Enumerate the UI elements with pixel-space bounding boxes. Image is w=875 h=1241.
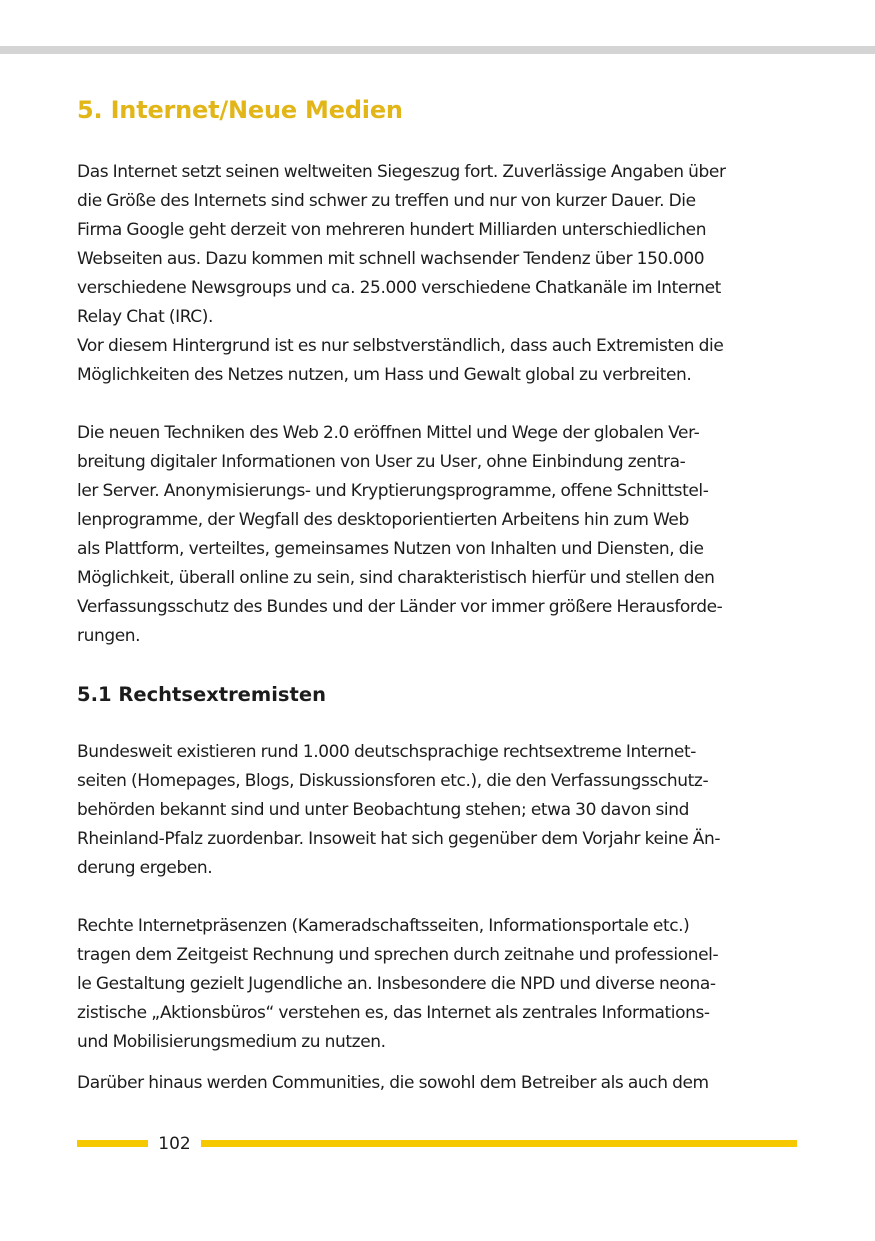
paragraph-line: Möglichkeiten des Netzes nutzen, um Hass und Gewalt global zu verbreiten. bbox=[77, 365, 692, 385]
paragraph-line: le Gestaltung gezielt Jugendliche an. Insbesondere die NPD und diverse neona- bbox=[77, 974, 716, 994]
paragraph-line: Rechte Internetpräsenzen (Kameradschaftsseiten, Informationsportale etc.) bbox=[77, 916, 690, 936]
paragraph-line: Vor diesem Hintergrund ist es nur selbstverständlich, dass auch Extremisten die bbox=[77, 336, 724, 356]
paragraph-line: Webseiten aus. Dazu kommen mit schnell wachsender Tendenz über 150.000 bbox=[77, 249, 705, 269]
paragraph-line: Verfassungsschutz des Bundes und der Länder vor immer größere Herausforde- bbox=[77, 597, 723, 617]
paragraph-line: als Plattform, verteiltes, gemeinsames Nutzen von Inhalten und Diensten, die bbox=[77, 539, 704, 559]
page-number: 102 bbox=[158, 1134, 191, 1154]
paragraph-line: Rheinland-Pfalz zuordenbar. Insoweit hat sich gegenüber dem Vorjahr keine Än- bbox=[77, 829, 721, 849]
paragraph-line: Bundesweit existieren rund 1.000 deutschsprachige rechtsextreme Internet- bbox=[77, 742, 696, 762]
paragraph-line: tragen dem Zeitgeist Rechnung und sprechen durch zeitnahe und professionel- bbox=[77, 945, 719, 965]
section-title: 5. Internet/Neue Medien bbox=[77, 96, 403, 124]
paragraph-line: Die neuen Techniken des Web 2.0 eröffnen Mittel und Wege der globalen Ver- bbox=[77, 423, 700, 443]
paragraph-line: Darüber hinaus werden Communities, die sowohl dem Betreiber als auch dem bbox=[77, 1073, 709, 1093]
paragraph-line: rungen. bbox=[77, 626, 141, 646]
paragraph-websites bbox=[77, 738, 802, 883]
footer-bar-left bbox=[77, 1140, 148, 1147]
paragraph-line: die Größe des Internets sind schwer zu treffen und nur von kurzer Dauer. Die bbox=[77, 191, 696, 211]
paragraph-line: Firma Google geht derzeit von mehreren hundert Milliarden unterschiedlichen bbox=[77, 220, 707, 240]
paragraph-line: Möglichkeit, überall online zu sein, sind charakteristisch hierfür und stellen den bbox=[77, 568, 715, 588]
paragraph-line: und Mobilisierungsmedium zu nutzen. bbox=[77, 1032, 386, 1052]
paragraph-line: zistische „Aktionsbüros“ verstehen es, das Internet als zentrales Informations- bbox=[77, 1003, 710, 1023]
paragraph-line: behörden bekannt sind und unter Beobachtung stehen; etwa 30 davon sind bbox=[77, 800, 689, 820]
paragraph-line: ler Server. Anonymisierungs- und Kryptierungsprogramme, offene Schnittstel- bbox=[77, 481, 709, 501]
paragraph-line: Relay Chat (IRC). bbox=[77, 307, 213, 327]
paragraph-web20 bbox=[77, 419, 802, 651]
paragraph-line: breitung digitaler Informationen von User zu User, ohne Einbindung zentra- bbox=[77, 452, 686, 472]
footer-bar-right bbox=[201, 1140, 797, 1147]
page-content bbox=[77, 92, 802, 1098]
paragraph-presences bbox=[77, 912, 802, 1057]
subsection-title: 5.1 Rechtsextremisten bbox=[77, 683, 326, 706]
paragraph-line: Das Internet setzt seinen weltweiten Siegeszug fort. Zuverlässige Angaben über bbox=[77, 162, 726, 182]
paragraph-line: seiten (Homepages, Blogs, Diskussionsforen etc.), die den Verfassungsschutz- bbox=[77, 771, 709, 791]
paragraph-line: verschiedene Newsgroups und ca. 25.000 verschiedene Chatkanäle im Internet bbox=[77, 278, 721, 298]
paragraph-line: derung ergeben. bbox=[77, 858, 213, 878]
top-divider-bar bbox=[0, 46, 875, 54]
paragraph-communities bbox=[77, 1069, 802, 1098]
paragraph-intro bbox=[77, 158, 802, 390]
paragraph-line: lenprogramme, der Wegfall des desktoporientierten Arbeitens hin zum Web bbox=[77, 510, 689, 530]
